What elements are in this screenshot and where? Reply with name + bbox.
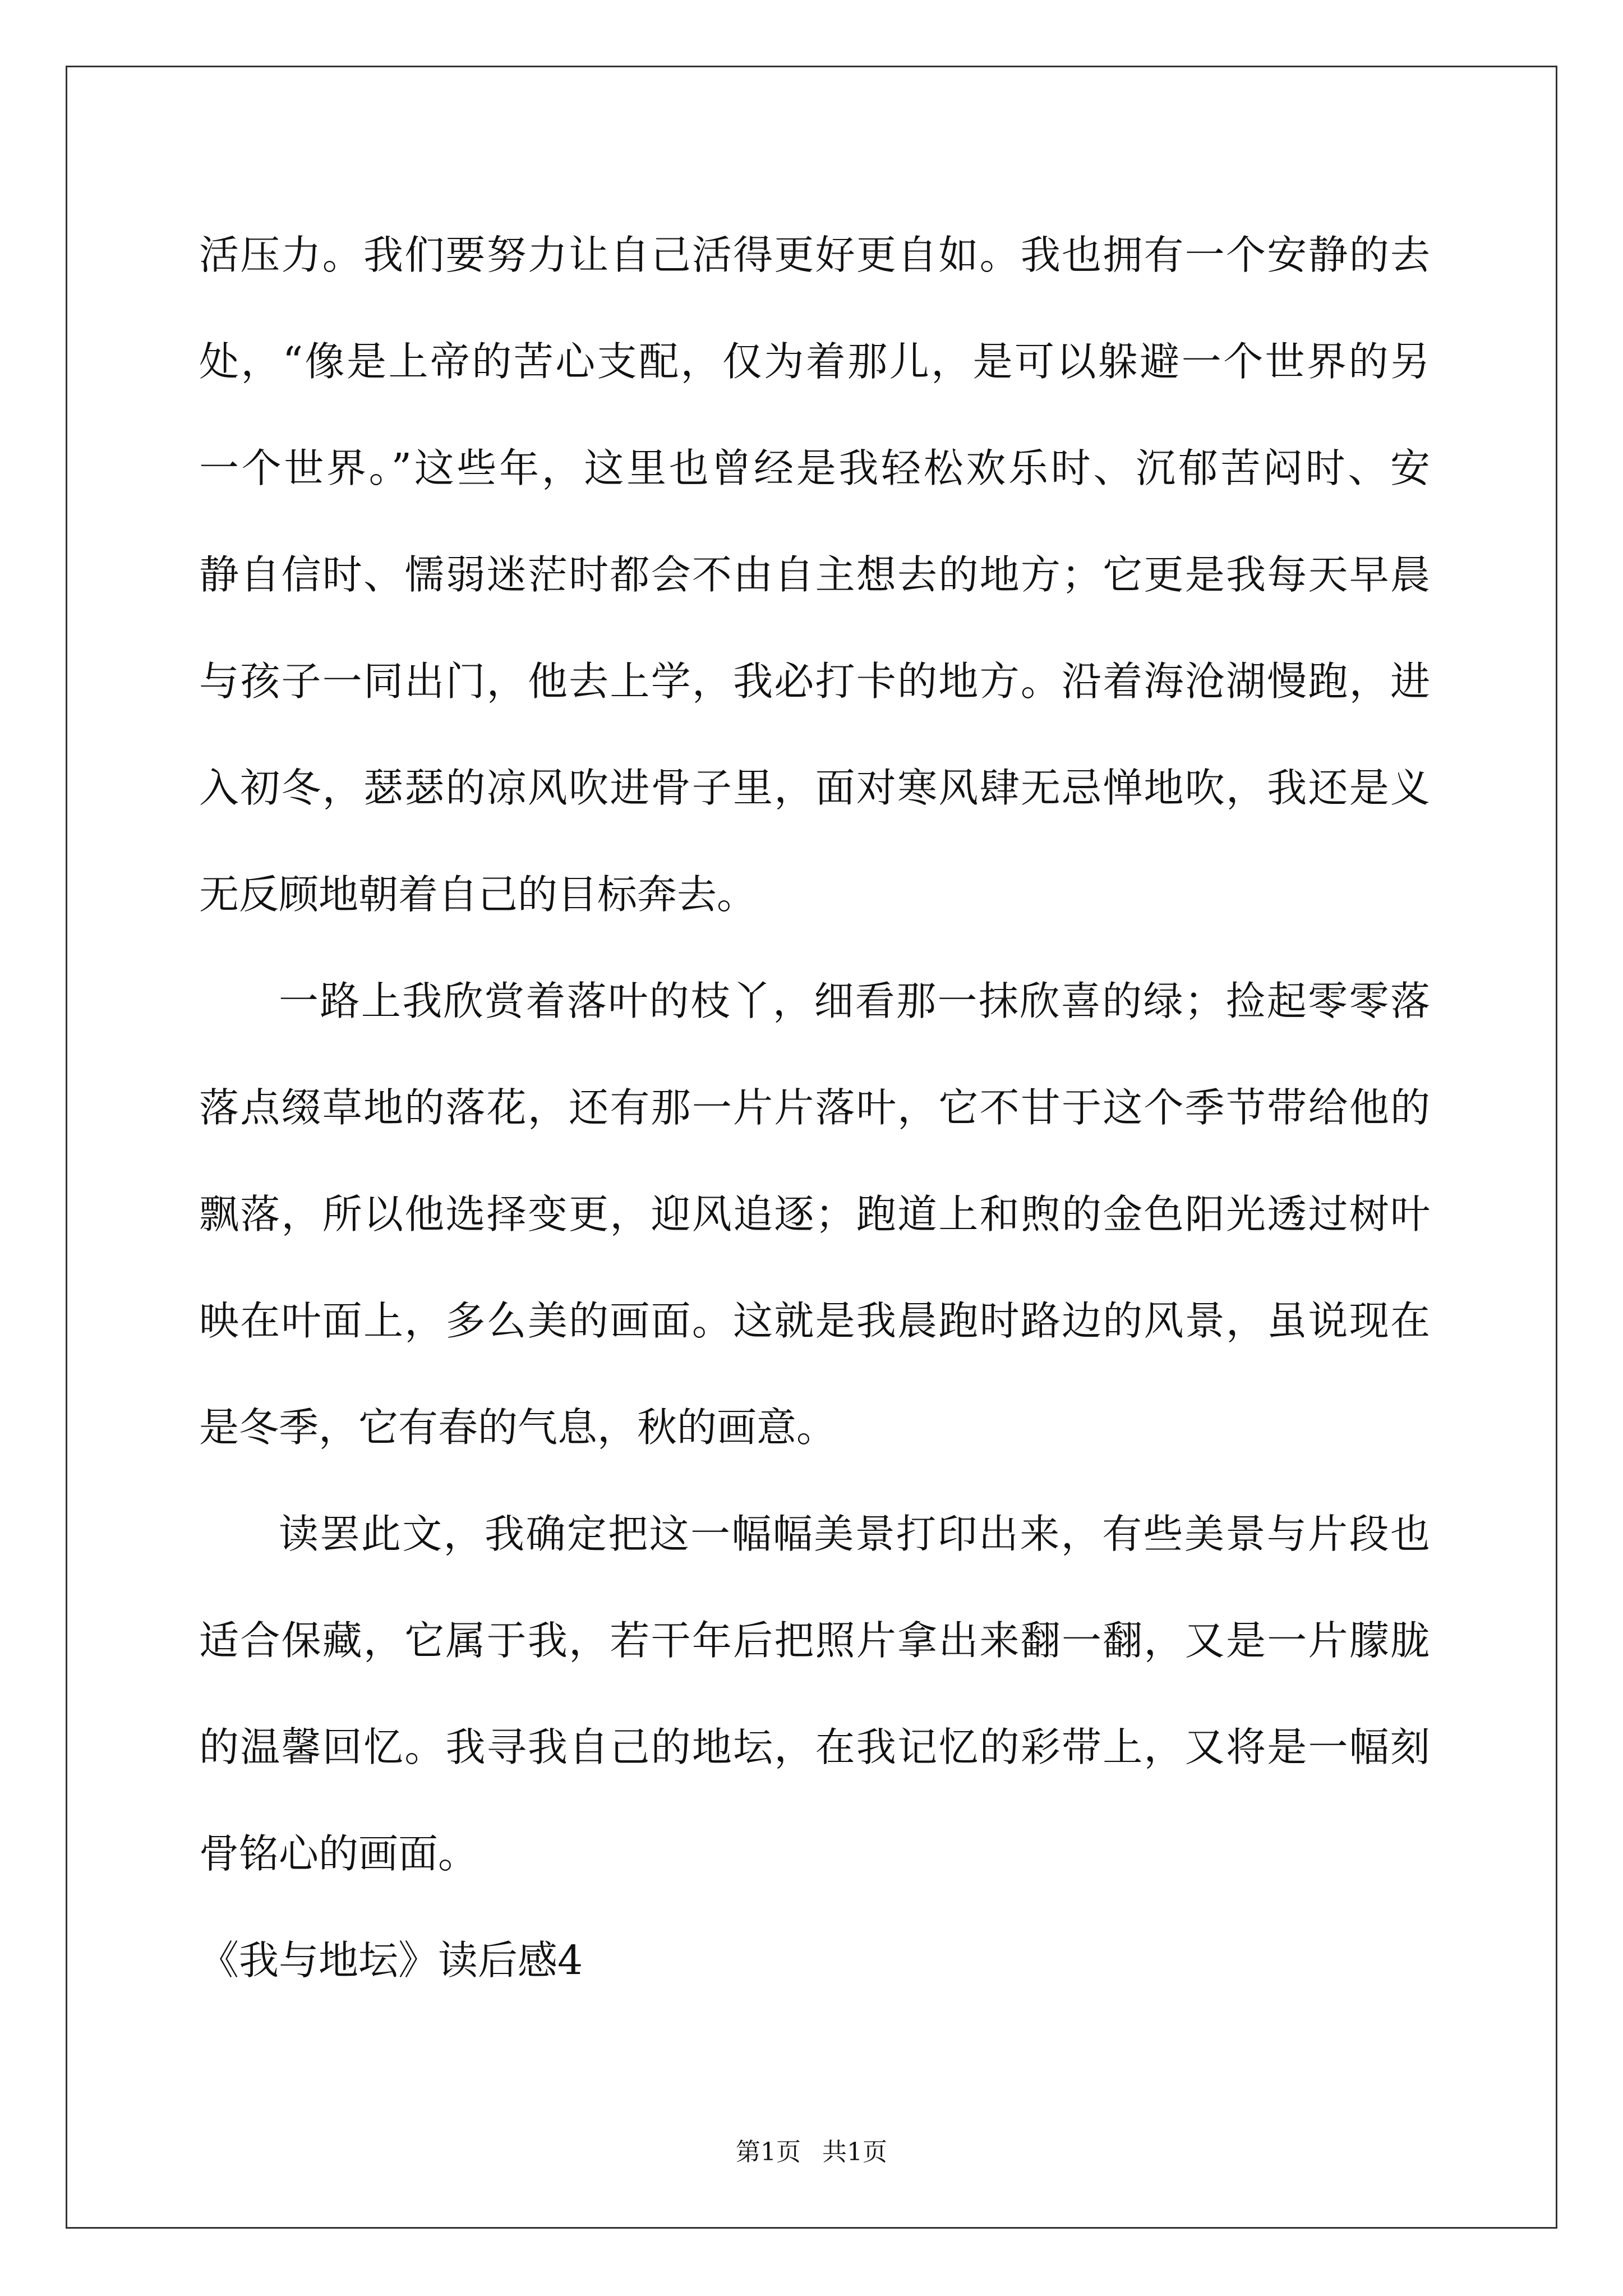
text-line: 读罢此文，我确定把这一幅幅美景打印出来，有些美景与片段也 bbox=[279, 1511, 1430, 1557]
document-body bbox=[199, 202, 1430, 2014]
text-line: 映在叶面上，多么美的画面。这就是我晨跑时路边的风景，虽说现在 bbox=[199, 1297, 1430, 1344]
text-line: 一个世界。”这些年，这里也曾经是我轻松欢乐时、沉郁苦闷时、安 bbox=[199, 445, 1430, 491]
page-footer bbox=[0, 2132, 1623, 2168]
text-line: 一路上我欣赏着落叶的枝丫，细看那一抹欣喜的绿；捡起零零落 bbox=[279, 978, 1430, 1024]
text-line: 骨铭心的画面。 bbox=[199, 1830, 478, 1877]
paragraph bbox=[199, 202, 1430, 948]
section-heading: 《我与地坛》读后感4 bbox=[199, 1937, 583, 1984]
text-line: 飘落，所以他选择变更，迎风追逐；跑道上和煦的金色阳光透过树叶 bbox=[199, 1191, 1430, 1237]
text-line: 与孩子一同出门，他去上学，我必打卡的地方。沿着海沧湖慢跑，进 bbox=[199, 658, 1430, 705]
page-number: 第1页 bbox=[736, 2138, 801, 2166]
paragraph bbox=[199, 1481, 1430, 1907]
text-line: 的温馨回忆。我寻我自己的地坛，在我记忆的彩带上，又将是一幅刻 bbox=[199, 1724, 1430, 1770]
paragraph bbox=[199, 948, 1430, 1481]
text-line: 入初冬，瑟瑟的凉风吹进骨子里，面对寒风肆无忌惮地吹，我还是义 bbox=[199, 765, 1430, 811]
text-line: 适合保藏，它属于我，若干年后把照片拿出来翻一翻，又是一片朦胧 bbox=[199, 1617, 1430, 1664]
text-line: 无反顾地朝着自己的目标奔去。 bbox=[199, 871, 757, 918]
page-total: 共1页 bbox=[822, 2138, 887, 2166]
text-line: 静自信时、懦弱迷茫时都会不由自主想去的地方；它更是我每天早晨 bbox=[199, 551, 1430, 598]
text-line: 活压力。我们要努力让自己活得更好更自如。我也拥有一个安静的去 bbox=[199, 232, 1430, 278]
text-line: 落点缀草地的落花，还有那一片片落叶，它不甘于这个季节带给他的 bbox=[199, 1084, 1430, 1131]
text-line: 是冬季，它有春的气息，秋的画意。 bbox=[199, 1404, 837, 1451]
text-line: 处，“像是上帝的苦心支配，仅为着那儿，是可以躲避一个世界的另 bbox=[199, 338, 1430, 385]
